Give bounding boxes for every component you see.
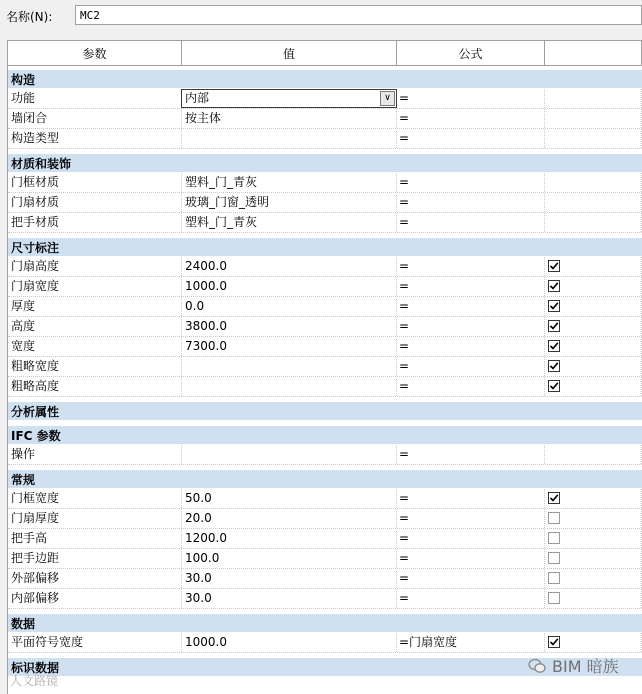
param-row [8,549,642,569]
param-name: 粗略高度 [8,377,182,396]
param-row [8,529,642,549]
param-name: 门框材质 [8,173,182,192]
lock-cell [545,589,642,608]
param-row [8,509,642,529]
param-row [8,129,642,149]
param-row [8,377,642,397]
checkmark-icon [549,493,559,503]
lock-cell [545,633,642,652]
reporting-checkbox[interactable] [548,300,560,312]
param-row [8,633,642,653]
reporting-checkbox[interactable] [548,592,560,604]
param-name: 高度 [8,317,182,336]
lock-cell [545,257,642,276]
value-cell[interactable]: 按主体 [182,109,397,128]
value-cell[interactable]: 1000.0 [182,277,397,296]
formula-cell[interactable]: = [397,569,545,588]
param-name: 门扇宽度 [8,277,182,296]
param-row [8,589,642,609]
grid-header [8,41,642,66]
value-cell[interactable]: 塑料_门_青灰 [182,213,397,232]
param-name: 外部偏移 [8,569,182,588]
select-value: 内部 [185,91,210,105]
reporting-checkbox[interactable] [548,636,560,648]
reporting-checkbox[interactable] [548,320,560,332]
formula-cell[interactable]: =门扇宽度 [397,633,545,652]
lock-cell [545,377,642,396]
param-row [8,193,642,213]
checkmark-icon [549,261,559,271]
function-select[interactable] [181,89,397,108]
wechat-icon [528,658,546,674]
group-header[interactable]: 数据 [8,613,642,633]
value-cell[interactable]: 0.0 [182,297,397,316]
checkmark-icon [549,381,559,391]
formula-cell[interactable]: = [397,277,545,296]
param-name: 门扇高度 [8,257,182,276]
reporting-checkbox[interactable] [548,512,560,524]
formula-cell[interactable]: = [397,297,545,316]
param-row [8,569,642,589]
lock-cell [545,317,642,336]
value-cell[interactable]: 7300.0 [182,337,397,356]
header-value[interactable]: 值 [182,41,397,65]
reporting-checkbox[interactable] [548,572,560,584]
value-cell[interactable]: 1000.0 [182,633,397,652]
value-cell[interactable]: 塑料_门_青灰 [182,173,397,192]
formula-cell[interactable]: = [397,509,545,528]
reporting-checkbox[interactable] [548,492,560,504]
lock-cell [545,445,642,464]
param-row [8,89,642,109]
name-input[interactable]: MC2 [75,5,642,25]
param-name: 门扇材质 [8,193,182,212]
lock-cell [545,89,642,108]
value-cell[interactable] [182,129,397,148]
value-cell[interactable]: 50.0 [182,489,397,508]
group-header[interactable]: 标识数据 [8,657,642,677]
formula-cell[interactable]: = [397,193,545,212]
param-row [8,109,642,129]
formula-cell[interactable]: = [397,213,545,232]
formula-cell[interactable]: = [397,257,545,276]
lock-cell [545,529,642,548]
param-name: 把手高 [8,529,182,548]
header-lock[interactable] [545,41,642,65]
value-cell [182,89,397,108]
checkmark-icon [549,281,559,291]
formula-cell[interactable]: = [397,109,545,128]
group-header[interactable]: 尺寸标注 [8,237,642,257]
param-name: 墙闭合 [8,109,182,128]
lock-cell [545,213,642,232]
formula-cell[interactable]: = [397,337,545,356]
checkmark-icon [549,637,559,647]
lock-cell [545,297,642,316]
formula-cell[interactable]: = [397,529,545,548]
value-cell[interactable] [182,377,397,396]
group-header[interactable]: 材质和装饰 [8,153,642,173]
param-row [8,173,642,193]
param-row [8,445,642,465]
grid-body [8,69,642,677]
param-name: 功能 [8,89,182,108]
param-name: 厚度 [8,297,182,316]
value-cell[interactable]: 20.0 [182,509,397,528]
reporting-checkbox[interactable] [548,260,560,272]
formula-cell[interactable]: = [397,89,545,108]
formula-cell[interactable]: = [397,489,545,508]
group-header[interactable]: IFC 参数 [8,425,642,445]
formula-cell[interactable]: = [397,549,545,568]
lock-cell [545,549,642,568]
name-row [0,0,642,34]
param-name: 门扇厚度 [8,509,182,528]
formula-cell[interactable]: = [397,377,545,396]
value-cell[interactable]: 30.0 [182,569,397,588]
param-row [8,257,642,277]
param-name: 门框宽度 [8,489,182,508]
checkmark-icon [549,361,559,371]
param-row [8,489,642,509]
watermark-brand: BIM 暗族 [552,657,619,676]
value-cell[interactable] [182,357,397,376]
reporting-checkbox[interactable] [548,340,560,352]
group-header[interactable]: 常规 [8,469,642,489]
lock-cell [545,173,642,192]
watermark-faint: 人文路镜 [10,674,59,688]
chevron-down-icon[interactable]: ∨ [380,91,395,106]
formula-cell[interactable]: = [397,317,545,336]
lock-cell [545,129,642,148]
formula-cell[interactable]: = [397,445,545,464]
group-header[interactable]: 分析属性 [8,401,642,421]
value-cell[interactable]: 100.0 [182,549,397,568]
formula-cell[interactable]: = [397,129,545,148]
header-param[interactable]: 参数 [8,41,182,65]
value-cell[interactable]: 3800.0 [182,317,397,336]
param-name: 内部偏移 [8,589,182,608]
lock-cell [545,277,642,296]
param-name: 平面符号宽度 [8,633,182,652]
group-header[interactable]: 构造 [8,69,642,89]
value-cell[interactable]: 玻璃_门窗_透明 [182,193,397,212]
header-formula[interactable]: 公式 [397,41,545,65]
param-row [8,213,642,233]
lock-cell [545,337,642,356]
formula-cell[interactable]: = [397,173,545,192]
checkmark-icon [549,341,559,351]
lock-cell [545,489,642,508]
lock-cell [545,193,642,212]
parameter-grid [7,40,642,694]
formula-cell[interactable]: = [397,357,545,376]
lock-cell [545,109,642,128]
checkmark-icon [549,321,559,331]
param-name: 把手边距 [8,549,182,568]
reporting-checkbox[interactable] [548,532,560,544]
value-cell[interactable]: 2400.0 [182,257,397,276]
param-row [8,337,642,357]
checkmark-icon [549,301,559,311]
reporting-checkbox[interactable] [548,552,560,564]
name-label: 名称(N): [6,10,53,24]
reporting-checkbox[interactable] [548,280,560,292]
param-row [8,297,642,317]
param-row [8,317,642,337]
param-row [8,357,642,377]
formula-cell[interactable]: = [397,589,545,608]
param-name: 构造类型 [8,129,182,148]
param-row [8,277,642,297]
lock-cell [545,509,642,528]
watermark [528,654,619,677]
param-name: 把手材质 [8,213,182,232]
param-name: 宽度 [8,337,182,356]
param-name: 操作 [8,445,182,464]
value-cell[interactable]: 1200.0 [182,529,397,548]
value-cell[interactable]: 30.0 [182,589,397,608]
param-name: 粗略宽度 [8,357,182,376]
reporting-checkbox[interactable] [548,380,560,392]
lock-cell [545,569,642,588]
lock-cell [545,357,642,376]
reporting-checkbox[interactable] [548,360,560,372]
value-cell[interactable] [182,445,397,464]
